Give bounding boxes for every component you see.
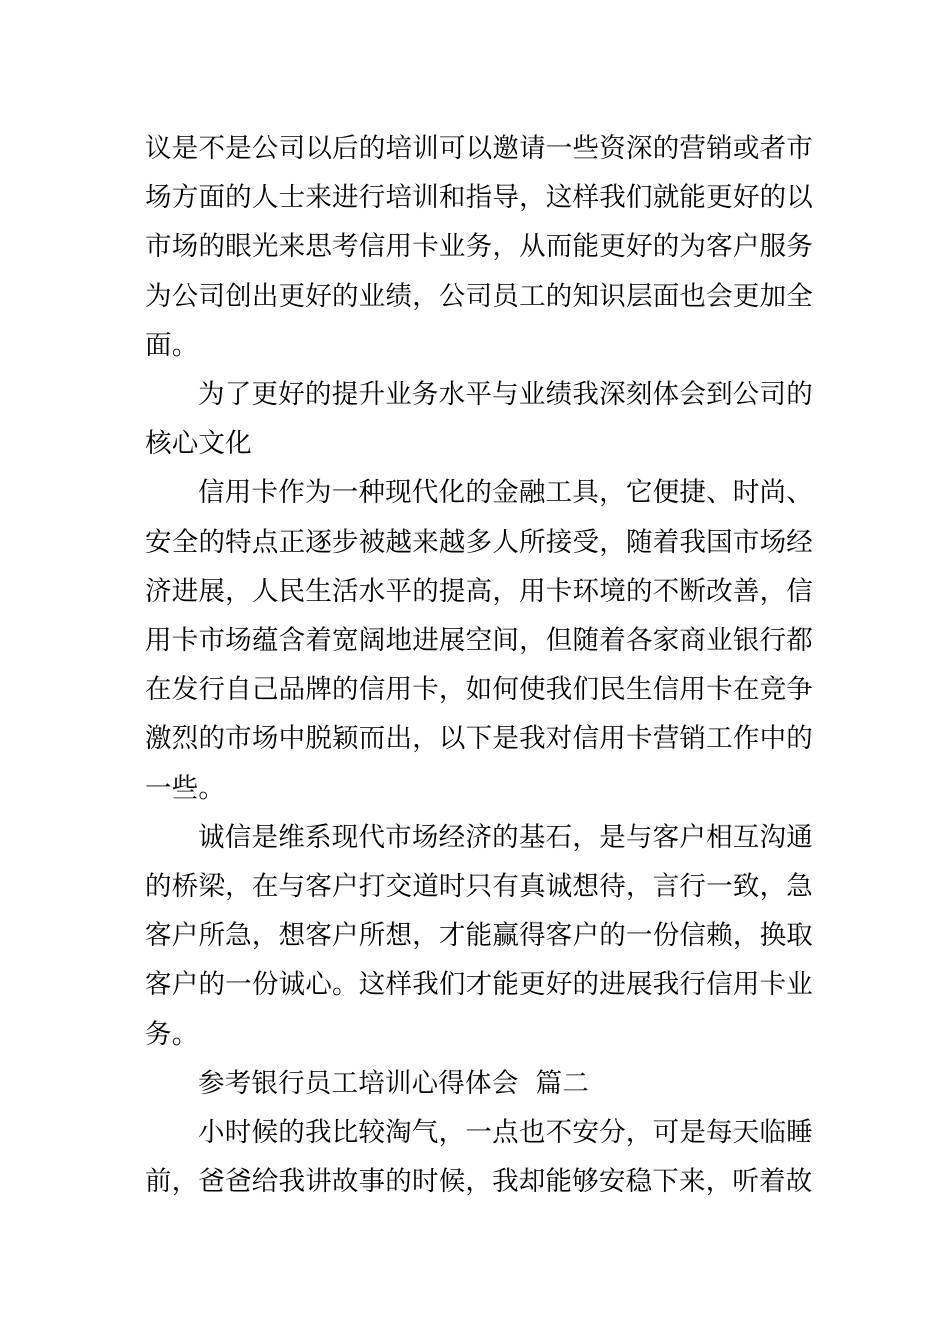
paragraph-core-culture: 为了更好的提升业务水平与业绩我深刻体会到公司的核心文化 <box>145 379 813 460</box>
paragraph-integrity: 诚信是维系现代市场经济的基石，是与客户相互沟通的桥梁，在与客户打交道时只有真诚想待，言行一致，急客户所急，想客户所想，才能赢得客户的一份信赖，换取客户的一份诚心。这样我们才能更好的进展我行信用卡业务。 <box>145 821 813 1050</box>
section-heading: 参考银行员工培训心得体会 篇二 <box>198 1067 590 1099</box>
paragraph-childhood: 小时候的我比较淘气，一点也不安分，可是每天临睡前，爸爸给我讲故事的时候，我却能够安稳下来，听着故 <box>145 1117 813 1198</box>
paragraph-continuation: 议是不是公司以后的培训可以邀请一些资深的营销或者市场方面的人士来进行培训和指导，这样我们就能更好的以市场的眼光来思考信用卡业务，从而能更好的为客户服务为公司创出更好的业绩，公司员工的知识层面也会更加全面。 <box>145 133 813 361</box>
document-body <box>145 124 813 1206</box>
paragraph-credit-card: 信用卡作为一种现代化的金融工具，它便捷、时尚、安全的特点正逐步被越来越多人所接受，随着我国市场经济进展，人民生活水平的提高，用卡环境的不断改善，信用卡市场蕴含着宽阔地进展空间，但随着各家商业银行都在发行自己品牌的信用卡，如何使我们民生信用卡在竞争激烈的市场中脱颖而出，以下是我对信用卡营销工作中的一些。 <box>145 477 813 804</box>
